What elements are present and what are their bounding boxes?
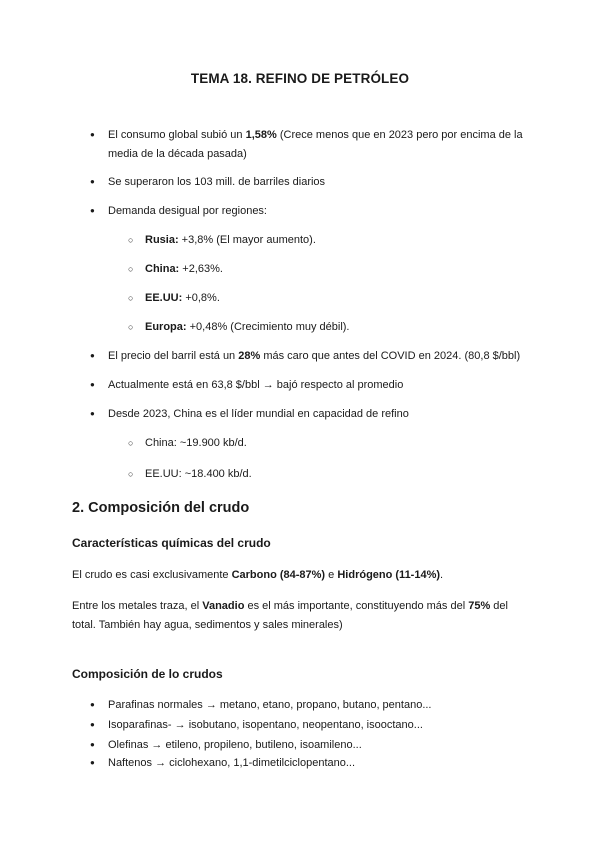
subheading-caracteristicas: Características químicas del crudo bbox=[72, 536, 271, 550]
list-item: ● Olefinas → etileno, propileno, butileno, isoamileno... bbox=[108, 738, 528, 753]
list-item: ● Parafinas normales → metano, etano, propano, butano, pentano... bbox=[108, 698, 528, 713]
paragraph-metales: Entre los metales traza, el Vanadio es el más importante, constituyendo más del 75% del total. También hay agua, sedimentos y sales minerales) bbox=[72, 600, 508, 631]
bullet-precio: ● El precio del barril está un 28% más caro que antes del COVID en 2024. (80,8 $/bbl) bbox=[108, 349, 528, 364]
capacity-china: ○ China: ~19.900 kb/d. bbox=[145, 436, 525, 451]
capacity-eeuu: ○ EE.UU: ~18.400 kb/d. bbox=[145, 467, 525, 482]
region-china: ○ China: +2,63%. bbox=[145, 262, 525, 277]
bullet-demanda: ● Demanda desigual por regiones: bbox=[108, 204, 528, 219]
paragraph-composicion: El crudo es casi exclusivamente Carbono (84-87%) e Hidrógeno (11-14%). bbox=[72, 569, 444, 581]
region-europa: ○ Europa: +0,48% (Crecimiento muy débil). bbox=[145, 320, 525, 335]
bullet-actual: ● Actualmente está en 63,8 $/bbl → bajó respecto al promedio bbox=[108, 378, 528, 393]
bullet-barriles: ● Se superaron los 103 mill. de barriles diarios bbox=[108, 175, 528, 190]
list-item: ● Naftenos → ciclohexano, 1,1-dimetilciclopentano... bbox=[108, 756, 528, 771]
region-rusia: ○ Rusia: +3,8% (El mayor aumento). bbox=[145, 233, 525, 248]
list-item: ● Isoparafinas- → isobutano, isopentano, neopentano, isooctano... bbox=[108, 718, 528, 733]
region-eeuu: ○ EE.UU: +0,8%. bbox=[145, 291, 525, 306]
bullet-consumo: ● El consumo global subió un 1,58% (Crece menos que en 2023 pero por encima de la media de la década pasada) bbox=[108, 126, 528, 165]
section-heading: 2. Composición del crudo bbox=[72, 500, 250, 516]
bullet-china-lider: ● Desde 2023, China es el líder mundial en capacidad de refino bbox=[108, 407, 528, 422]
subheading-crudos: Composición de lo crudos bbox=[72, 667, 223, 681]
page-title: TEMA 18. REFINO DE PETRÓLEO bbox=[190, 71, 410, 86]
